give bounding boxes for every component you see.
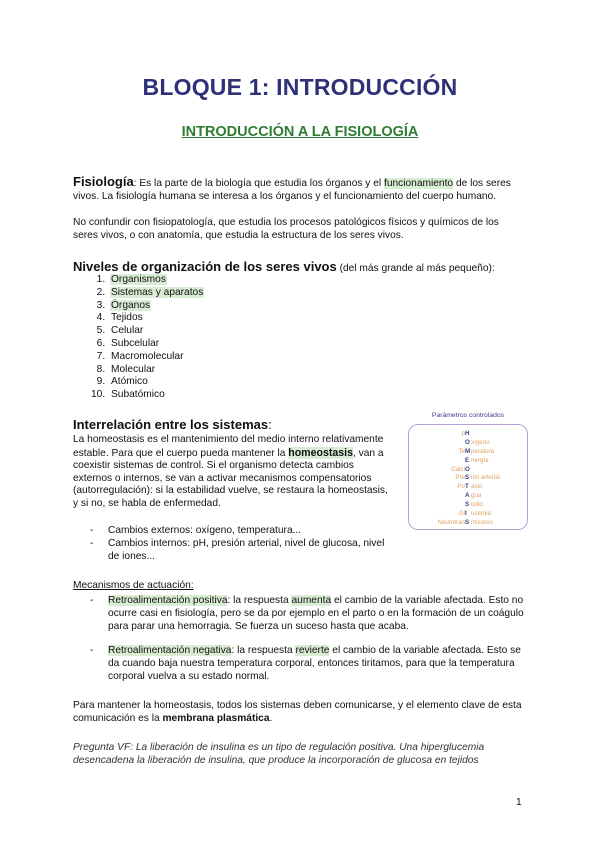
text-run: : la respuesta xyxy=(227,595,292,606)
heading-text: Interrelación entre los sistemas xyxy=(73,417,269,432)
fisiologia-term: Fisiología xyxy=(73,174,134,189)
membrana-term: membrana plasmática xyxy=(162,712,270,724)
acrostic-row xyxy=(408,430,528,439)
row-key: E xyxy=(465,456,470,464)
text-run: : Es la parte de la biología que estudia los órganos y el xyxy=(133,178,384,189)
row-prefix: Pre xyxy=(455,474,465,482)
row-suffix: nergía xyxy=(471,456,489,464)
section-subtitle: INTRODUCCIÓN A LA FISIOLOGÍA xyxy=(181,124,419,140)
row-prefix: Te xyxy=(458,447,465,455)
dash-text: Cambios externos: oxígeno, temperatura... xyxy=(108,525,302,536)
levels-list xyxy=(73,274,408,402)
dash-text xyxy=(108,645,530,683)
page-title: BLOQUE 1: INTRODUCCIÓN xyxy=(142,74,458,100)
acrostic-row xyxy=(408,483,528,492)
text-run: Para mantener la homeostasis, todos los sistemas deben comunicarse, y el elemento clave de esta comunicación es la xyxy=(73,700,522,724)
list-item xyxy=(108,312,408,325)
dash-item-internal xyxy=(90,538,400,566)
list-item xyxy=(108,300,408,313)
heading-text: Niveles de organización de los seres vivos xyxy=(73,259,337,274)
acrostic-row xyxy=(408,439,528,448)
row-key: H xyxy=(465,430,470,437)
list-item xyxy=(108,351,408,364)
conclusion-paragraph xyxy=(73,700,523,725)
list-item xyxy=(108,338,408,351)
list-item xyxy=(108,364,408,377)
row-prefix: p xyxy=(461,430,465,437)
text-run: de los seres vivos. La fisiología humana se interesa a los órganos y el funcionamiento del cuerpo humano. xyxy=(73,178,511,202)
interrelacion-heading xyxy=(73,417,272,432)
row-suffix: ión arterial xyxy=(471,474,500,482)
row-prefix: Calci xyxy=(451,465,465,473)
row-suffix: gua xyxy=(471,492,482,500)
dash-item-positive xyxy=(90,595,530,647)
homeostasis-paragraph xyxy=(73,434,395,511)
list-item xyxy=(108,389,408,402)
acrostic-row xyxy=(408,466,528,475)
level-label: Organismos xyxy=(111,274,166,285)
level-label: Sistemas y aparatos xyxy=(111,286,204,298)
fisiologia-definition xyxy=(73,176,520,203)
level-label: Tejidos xyxy=(111,312,143,324)
parametros-acrostic xyxy=(408,430,528,528)
row-key: O xyxy=(465,465,470,473)
list-item xyxy=(108,287,408,300)
acrostic-row xyxy=(408,448,528,457)
dash-item-external xyxy=(90,525,400,539)
dash-bullet: - xyxy=(90,525,94,536)
row-suffix: misores xyxy=(471,518,493,526)
row-suffix: xígeno xyxy=(471,438,490,446)
acrostic-row xyxy=(408,510,528,519)
row-suffix: odio xyxy=(471,501,483,509)
dash-bullet: - xyxy=(90,645,94,656)
row-key: M xyxy=(465,447,471,455)
pregunta-vf: Pregunta VF: La liberación de insulina es un tipo de regulación positiva. Una hiperglucemia desencadena la liberación de insulina, que produce la incorporación de glucosa en tejidos xyxy=(73,742,485,766)
level-label: Subcelular xyxy=(111,337,160,349)
acrostic-row xyxy=(408,457,528,466)
heading-colon: : xyxy=(268,417,272,432)
row-key: A xyxy=(465,492,470,500)
highlight-aumenta: aumenta xyxy=(291,595,332,606)
row-prefix: Gl xyxy=(458,510,465,518)
row-key: S xyxy=(465,474,470,482)
dash-bullet: - xyxy=(90,595,94,606)
highlight-funcionamiento: funcionamiento xyxy=(384,178,454,189)
row-key: S xyxy=(465,501,470,509)
text-run: . xyxy=(269,712,273,724)
row-key: S xyxy=(465,518,470,526)
homeostasis-term: homeostasis xyxy=(288,446,353,459)
text-run: , van a coexistir sistemas de control. Si el organismo detecta cambios externos o internos, se van a activar mecanismos compensatorios (autorregulación): si la estabilidad vuelve, se restaura la homeostasis, y si no, se habla de enfermedad. xyxy=(73,447,388,509)
row-prefix: Po xyxy=(457,483,465,491)
acrostic-row xyxy=(408,501,528,510)
row-key: I xyxy=(465,510,467,518)
mecanismos-heading: Mecanismos de actuación: xyxy=(73,580,194,591)
list-item xyxy=(108,376,408,389)
acrostic-row xyxy=(408,492,528,501)
level-label: Órganos xyxy=(111,299,151,311)
level-label: Atómico xyxy=(111,376,148,388)
highlight-positiva: Retroalimentación positiva xyxy=(108,595,228,606)
level-label: Macromolecular xyxy=(111,350,184,362)
dash-bullet: - xyxy=(90,538,94,549)
text-run: La homeostasis es el mantenimiento del medio interno relativamente estable. Para que el cuerpo pueda mantener la xyxy=(73,434,384,459)
level-label: Subatómico xyxy=(111,389,165,401)
page-number: 1 xyxy=(516,797,522,808)
row-key: T xyxy=(465,483,469,491)
row-suffix: asio xyxy=(471,483,483,491)
dash-text: Cambios internos: pH, presión arterial, nivel de glucosa, nivel de iones... xyxy=(108,538,385,562)
level-label: Molecular xyxy=(111,363,156,375)
list-item xyxy=(108,274,408,287)
row-key: O xyxy=(465,438,470,446)
highlight-revierte: revierte xyxy=(295,645,330,656)
heading-note: (del más grande al más pequeño): xyxy=(336,263,495,274)
dash-text xyxy=(108,595,530,633)
acrostic-row xyxy=(408,474,528,483)
row-prefix: Neurotran xyxy=(437,518,465,526)
level-label: Celular xyxy=(111,325,144,337)
dash-item-negative xyxy=(90,645,530,685)
fisiologia-note: No confundir con fisiopatología, que estudia los procesos patológicos físicos y químicos de los seres vivos, o con anatomía, que estudia la estructura de los seres vivos. xyxy=(73,217,499,241)
niveles-heading xyxy=(73,259,495,274)
text-run: : la respuesta xyxy=(231,645,296,656)
list-item xyxy=(108,325,408,338)
row-suffix: peratura xyxy=(471,447,495,455)
row-suffix: ucemia xyxy=(471,510,491,518)
text-run: el cambio de la variable afectada. Esto se da cuando baja nuestra temperatura corporal, entonces tiritamos, para que la temperatura corporal vuelva a su estado normal. xyxy=(108,645,521,682)
highlight-negativa: Retroalimentación negativa xyxy=(108,645,232,656)
parametros-title: Parámetros controlados xyxy=(431,412,505,419)
acrostic-row xyxy=(408,519,528,528)
text-run: el cambio de la variable afectada. Esto no ocurre casi en fisiología, pero se da por ejemplo en el parto o en la formación de un coágulo para parar una hemorragia. Se fuerza un suceso hasta que acaba. xyxy=(108,595,524,632)
